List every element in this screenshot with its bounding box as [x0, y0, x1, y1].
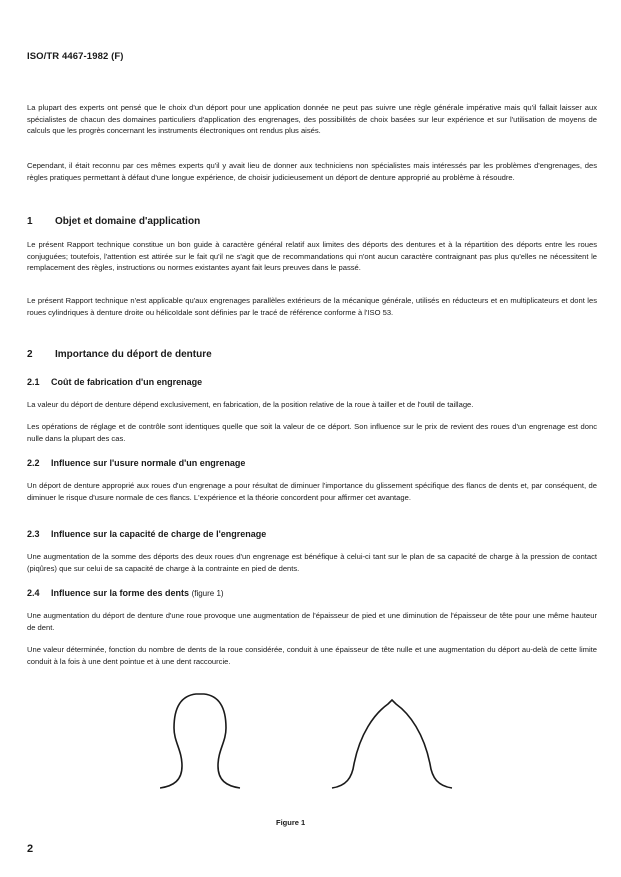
- subsection-2-1-paragraph-1: La valeur du déport de denture dépend exclusivement, en fabrication, de la position relative de la roue à tailler et de l'outil de taillage.: [27, 400, 474, 409]
- short-tooth-profile: [160, 694, 240, 788]
- section-1-heading: [27, 216, 200, 227]
- subsection-2-3-paragraph-1: Une augmentation de la somme des déports des deux roues d'un engrenage est bénéfique à celui-ci tant sur le plan de sa capacité de charge à la pression de contact (piqûres) que sur celui de sa capacité de charge à la contrainte en pied de dents.: [27, 552, 597, 573]
- subsection-2-4-heading: [27, 588, 224, 598]
- section-title: Importance du déport de denture: [55, 349, 212, 360]
- section-number: 2: [27, 349, 33, 360]
- intro-paragraph-1: La plupart des experts ont pensé que le choix d'un déport pour une application donnée ne peut pas suivre une règle générale impérative mais qu'il fallait laisser aux spécialistes de chacun des domaines particuliers d'application des engrenages, des possibilités de choix basées sur leur expérience et sur l'utilisation de moyens de calculs que les progrès concernant les instruments électroniques ont rendus plus aisés.: [27, 103, 597, 135]
- subsection-number: 2.2: [27, 458, 40, 468]
- subsection-title: Influence sur la capacité de charge de l'engrenage: [51, 529, 267, 539]
- subsection-title: Influence sur la forme des dents: [51, 588, 190, 598]
- section-1-paragraph-1: Le présent Rapport technique constitue un bon guide à caractère général relatif aux limites des déports des dentures et à la répartition des déports entre les roues conjuguées; toutefois, l'attention est attirée sur le fait qu'il ne s'agit que de recommandations qui n'ont aucun caractère contraignant pas plus qu'elles ne nécessitent le remplacement des règles, instructions ou normes existantes ayant fait leurs preuves dans le passé.: [27, 240, 597, 272]
- subsection-title: Coût de fabrication d'un engrenage: [51, 377, 203, 387]
- figure-reference: (figure 1): [191, 589, 224, 598]
- subsection-number: 2.3: [27, 529, 40, 539]
- subsection-number: 2.1: [27, 377, 40, 387]
- page-number: 2: [27, 843, 34, 855]
- section-number: 1: [27, 216, 33, 227]
- subsection-2-1-heading: [27, 377, 202, 387]
- subsection-2-2-heading: [27, 458, 245, 468]
- section-title: Objet et domaine d'application: [55, 216, 201, 227]
- pointed-tooth-profile: [332, 700, 452, 788]
- section-1-paragraph-2: Le présent Rapport technique n'est applicable qu'aux engrenages parallèles extérieurs de la mécanique générale, utilisés en réducteurs et en multiplicateurs et dont les roues cylindriques à denture droite ou hélicoïdale sont définies par le tracé de référence conforme à l'ISO 53.: [27, 296, 597, 317]
- subsection-2-2-paragraph-1: Un déport de denture approprié aux roues d'un engrenage a pour résultat de diminuer l'importance du glissement spécifique des flancs de dents et, par conséquent, de diminuer le risque d'usure normale de ces flancs. L'expérience et la théorie concordent pour affirmer cet avantage.: [27, 481, 597, 502]
- subsection-2-4-paragraph-2: Une valeur déterminée, fonction du nombre de dents de la roue considérée, conduit à une épaisseur de tête nulle et une augmentation du déport au-delà de cette limite conduit à la fois à une dent pointue et à une dent raccourcie.: [27, 645, 597, 666]
- subsection-2-4-paragraph-1: Une augmentation du déport de denture d'une roue provoque une augmentation de l'épaisseur de pied et une diminution de l'épaisseur de tête pour une même hauteur de dent.: [27, 611, 597, 632]
- subsection-2-1-paragraph-2: Les opérations de réglage et de contrôle sont identiques quelle que soit la valeur de ce déport. Son influence sur le prix de revient des roues d'un engrenage est donc nulle dans la plupart des cas.: [27, 422, 597, 443]
- figure-1-tooth-profiles: [160, 690, 460, 800]
- subsection-number: 2.4: [27, 588, 40, 598]
- intro-paragraph-2: Cependant, il était reconnu par ces mêmes experts qu'il y avait lieu de donner aux techniciens non spécialistes mais intéressés par les problèmes d'engrenages, des règles pratiques permettant à défaut d'une longue expérience, de choisir judicieusement un déport de denture approprié au problème à résoudre.: [27, 161, 597, 182]
- subsection-2-3-heading: [27, 529, 266, 539]
- section-2-heading: [27, 349, 212, 360]
- document-identifier: ISO/TR 4467-1982 (F): [27, 51, 124, 62]
- figure-caption: Figure 1: [276, 818, 306, 827]
- subsection-title: Influence sur l'usure normale d'un engrenage: [51, 458, 246, 468]
